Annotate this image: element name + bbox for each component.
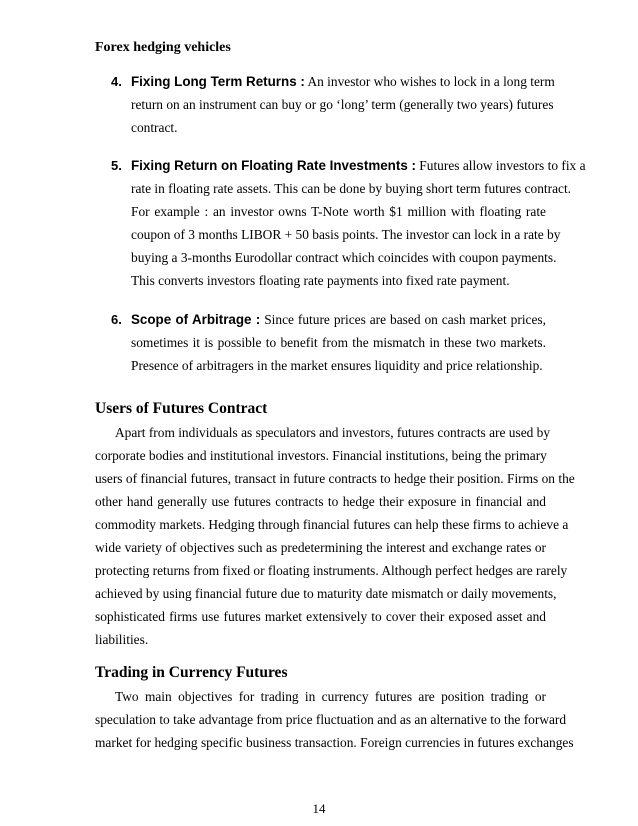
heading-users-of-futures-contract: Users of Futures Contract xyxy=(95,400,268,417)
item-text: An investor who wishes to lock in a long term xyxy=(304,74,555,89)
item-first-line xyxy=(131,74,555,90)
paragraph-line: liabilities. xyxy=(95,632,149,647)
item-first-line xyxy=(131,312,546,328)
item-title: Fixing Return on Floating Rate Investments : xyxy=(131,158,416,173)
item-line: return on an instrument can buy or go ‘long’ term (generally two years) futures xyxy=(131,97,554,112)
item-line: buying a 3-months Eurodollar contract which coincides with coupon payments. xyxy=(131,250,557,265)
item-number: 5. xyxy=(111,158,122,173)
item-line: sometimes it is possible to benefit from the mismatch in these two markets. xyxy=(131,335,546,350)
paragraph-line: wide variety of objectives such as predetermining the interest and exchange rates or xyxy=(95,540,546,555)
paragraph-line: sophisticated firms use futures market extensively to cover their exposed asset and xyxy=(95,609,546,624)
item-line: This converts investors floating rate payments into fixed rate payment. xyxy=(131,273,510,288)
item-line: rate in floating rate assets. This can be done by buying short term futures contract. xyxy=(131,181,572,196)
item-number: 4. xyxy=(111,74,122,89)
paragraph-line: corporate bodies and institutional investors. Financial institutions, being the primary xyxy=(95,448,547,463)
item-text: Futures allow investors to fix a xyxy=(415,158,586,173)
heading-forex-hedging-vehicles: Forex hedging vehicles xyxy=(95,40,231,55)
paragraph-line: Apart from individuals as speculators and investors, futures contracts are used by xyxy=(115,425,551,440)
paragraph-line: achieved by using financial future due to maturity date mismatch or daily movements, xyxy=(95,586,557,601)
page-number: 14 xyxy=(312,801,326,816)
item-line: For example : an investor owns T-Note worth $1 million with floating rate xyxy=(131,204,546,219)
item-text: Since future prices are based on cash market prices, xyxy=(260,312,546,327)
paragraph-line: market for hedging specific business transaction. Foreign currencies in futures exchanges xyxy=(95,735,574,750)
item-line: contract. xyxy=(131,120,178,135)
paragraph-line: other hand generally use futures contracts to hedge their exposure in financial and xyxy=(95,494,546,509)
item-number: 6. xyxy=(111,312,122,327)
paragraph-line: users of financial futures, transact in future contracts to hedge their position. Firms on the xyxy=(95,471,575,486)
paragraph-line: commodity markets. Hedging through financial futures can help these firms to achieve a xyxy=(95,517,569,532)
paragraph-line: Two main objectives for trading in currency futures are position trading or xyxy=(115,689,546,704)
item-line: Presence of arbitragers in the market ensures liquidity and price relationship. xyxy=(131,358,543,373)
item-title: Fixing Long Term Returns : xyxy=(131,74,305,89)
item-title: Scope of Arbitrage : xyxy=(131,312,261,327)
item-line: coupon of 3 months LIBOR + 50 basis points. The investor can lock in a rate by xyxy=(131,227,561,242)
item-first-line xyxy=(131,158,586,174)
paragraph-line: protecting returns from fixed or floating instruments. Although perfect hedges are rarely xyxy=(95,563,568,578)
heading-trading-in-currency-futures: Trading in Currency Futures xyxy=(95,664,288,681)
paragraph-line: speculation to take advantage from price fluctuation and as an alternative to the forward xyxy=(95,712,567,727)
